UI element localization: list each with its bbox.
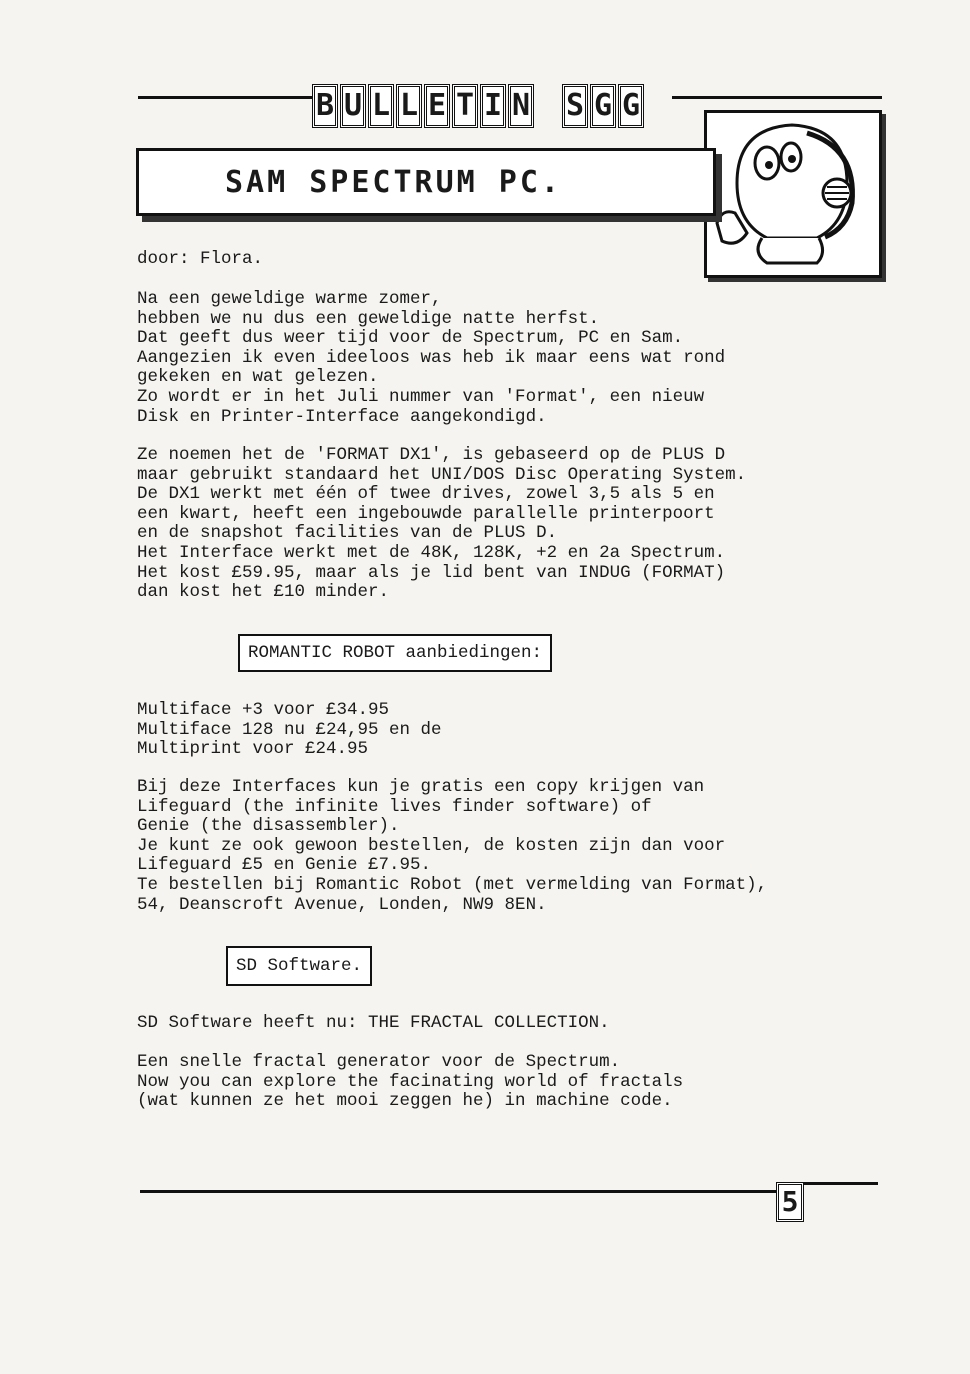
top-rule-left [138, 96, 314, 99]
footer-rule-right [804, 1182, 878, 1185]
masthead-letter: N [508, 84, 534, 128]
masthead-letter: E [424, 84, 450, 128]
top-rule-right [672, 96, 882, 99]
byline: door: Flora. [137, 249, 264, 269]
masthead-letter: G [618, 84, 644, 128]
masthead-letter: L [368, 84, 394, 128]
paragraph-intro: Na een geweldige warme zomer, hebben we nu dus een geweldige natte herfst. Dat geeft dus weer tijd voor de Spectrum, PC en Sam. Aangezien ik even ideeloos was heb ik maar eens wat rond gekeken en wat gelezen. Zo wordt er in het Juli nummer van 'Format', een nieuw Disk en Printer-Interface aangekondigd. [137, 289, 726, 427]
masthead-sgg [562, 84, 644, 128]
paragraph-format-dx1: Ze noemen het de 'FORMAT DX1', is gebaseerd op de PLUS D maar gebruikt standaard het UNI/DOS Disc Operating System. De DX1 werkt met één of twee drives, zowel 3,5 als 5 en een kwart, heeft een ingebouwde parallelle printerpoort en de snapshot facilities van de PLUS D. Het Interface werkt met de 48K, 128K, +2 en 2a Spectrum. Het kost £59.95, maar als je lid bent van INDUG (FORMAT) dan kost het £10 minder. [137, 445, 747, 603]
masthead-letter: B [312, 84, 338, 128]
masthead-bulletin [312, 84, 534, 128]
masthead [312, 80, 644, 132]
page-number: 5 [776, 1182, 804, 1222]
robot-icon [707, 113, 879, 275]
robot-illustration [704, 110, 882, 278]
paragraph-fractal: SD Software heeft nu: THE FRACTAL COLLECTION. [137, 1013, 610, 1033]
article-title: SAM SPECTRUM PC. [225, 165, 562, 200]
paragraph-fractal-desc: Een snelle fractal generator voor de Spectrum. Now you can explore the facinating world of fractals (wat kunnen ze het mooi zeggen he) in machine code. [137, 1052, 684, 1112]
article-title-box [136, 148, 716, 216]
heading-sd-software: SD Software. [226, 946, 372, 986]
heading-romantic-robot: ROMANTIC ROBOT aanbiedingen: [238, 634, 552, 672]
paragraph-prices: Multiface +3 voor £34.95 Multiface 128 nu £24,95 en de Multiprint voor £24.95 [137, 700, 442, 760]
masthead-letter: I [480, 84, 506, 128]
masthead-letter: T [452, 84, 478, 128]
masthead-letter: S [562, 84, 588, 128]
paragraph-interfaces: Bij deze Interfaces kun je gratis een copy krijgen van Lifeguard (the infinite lives finder software) of Genie (the disassembler). Je kunt ze ook gewoon bestellen, de kosten zijn dan voor Lifeguard £5 en Genie £7.95. Te bestellen bij Romantic Robot (met vermelding van Format), 54, Deanscroft Avenue, Londen, NW9 8EN. [137, 777, 768, 915]
masthead-letter: G [590, 84, 616, 128]
masthead-letter: U [340, 84, 366, 128]
masthead-letter: L [396, 84, 422, 128]
footer-rule-left [140, 1190, 776, 1193]
